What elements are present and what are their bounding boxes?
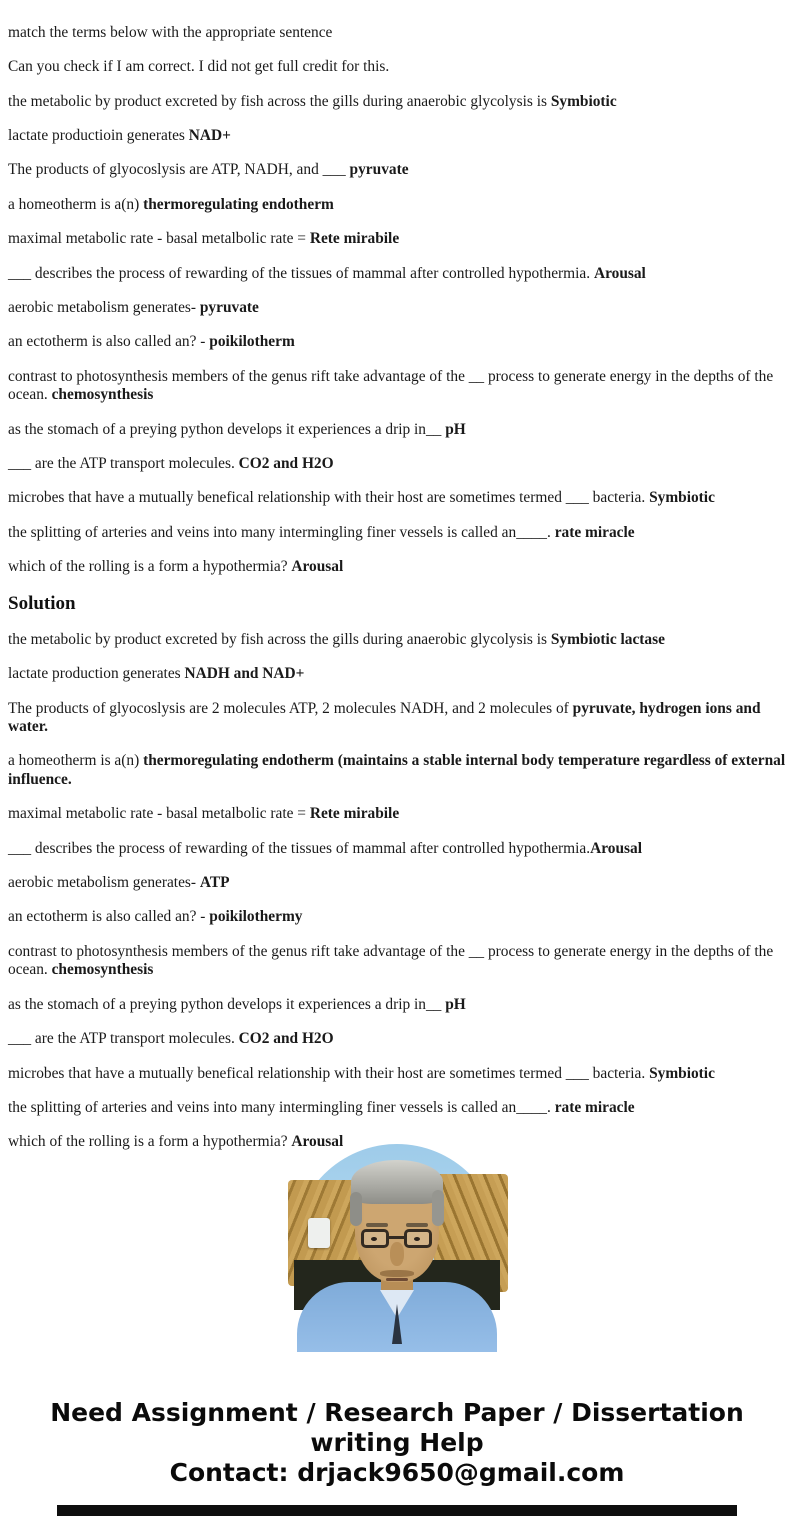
solution-answer: Arousal	[590, 839, 642, 857]
solution-line	[8, 805, 786, 824]
avatar-nose	[390, 1242, 404, 1266]
solution-answer: Arousal	[291, 1133, 344, 1151]
solution-text: an ectotherm is also called an? -	[8, 908, 210, 926]
avatar-eye-left	[371, 1237, 377, 1241]
solution-answer: rate miracle	[554, 1098, 635, 1116]
solution-line	[8, 874, 786, 893]
tutor-avatar	[294, 1144, 500, 1350]
question-line	[8, 299, 786, 318]
question-text: maximal metabolic rate - basal metalbolic rate =	[8, 230, 310, 248]
question-line	[8, 333, 786, 352]
solution-text: lactate production generates	[8, 665, 185, 683]
question-text: ___ describes the process of rewarding of the tissues of mammal after controlled hypothermia.	[8, 264, 594, 282]
solution-answer: pyruvate, hydrogen ions and water.	[8, 699, 761, 736]
avatar-mustache	[380, 1270, 414, 1277]
solution-line	[8, 943, 786, 980]
question-text: Can you check if I am correct. I did not get full credit for this.	[8, 58, 390, 76]
question-answer: chemosynthesis	[51, 386, 154, 404]
solution-text: which of the rolling is a form a hypothermia?	[8, 1133, 292, 1151]
question-text: The products of glyocoslysis are ATP, NADH, and ___	[8, 161, 350, 179]
question-answer: pyruvate	[349, 161, 409, 179]
solution-text: the splitting of arteries and veins into many intermingling finer vessels is called an____.	[8, 1098, 555, 1116]
question-answer: NAD+	[188, 127, 231, 145]
question-line	[8, 58, 786, 77]
avatar-hair	[351, 1160, 443, 1204]
avatar-eyebrow-right	[406, 1223, 428, 1227]
solution-line	[8, 1099, 786, 1118]
solution-text: microbes that have a mutually benefical relationship with their host are sometimes termed ___ bacteria.	[8, 1064, 650, 1082]
solution-text: maximal metabolic rate - basal metalbolic rate =	[8, 805, 310, 823]
question-line	[8, 230, 786, 249]
avatar-eye-right	[414, 1237, 420, 1241]
question-text: as the stomach of a preying python develops it experiences a drip in__	[8, 420, 446, 438]
question-answer: pH	[445, 420, 466, 438]
question-text: match the terms below with the appropriate sentence	[8, 23, 333, 41]
question-answer: Symbiotic	[550, 92, 617, 110]
solution-line	[8, 700, 786, 737]
question-answer: CO2 and H2O	[238, 455, 334, 473]
question-text: ___ are the ATP transport molecules.	[8, 455, 239, 473]
avatar-mouth	[386, 1278, 408, 1281]
solution-answer: Symbiotic lactase	[550, 630, 665, 648]
solution-text: ___ describes the process of rewarding of the tissues of mammal after controlled hypothermia.	[8, 839, 591, 857]
question-line	[8, 455, 786, 474]
avatar-hair-left	[350, 1192, 362, 1226]
question-text: a homeotherm is a(n)	[8, 195, 144, 213]
question-answer: Symbiotic	[649, 489, 715, 507]
solution-answer: ATP	[199, 874, 230, 892]
ad-line-2: writing Help	[310, 1428, 484, 1457]
avatar-background-switchplate	[308, 1218, 330, 1248]
solution-answer: CO2 and H2O	[238, 1030, 334, 1048]
question-text: the metabolic by product excreted by fish across the gills during anaerobic glycolysis is	[8, 92, 551, 110]
avatar-eyebrow-left	[366, 1223, 388, 1227]
question-answer: pyruvate	[199, 299, 259, 317]
question-text: contrast to photosynthesis members of the genus rift take advantage of the __ process to generate energy in the depths of the ocean.	[8, 367, 774, 404]
question-answer: Arousal	[291, 558, 344, 576]
question-line	[8, 265, 786, 284]
solution-text: aerobic metabolism generates-	[8, 874, 200, 892]
solution-answer: Rete mirabile	[309, 805, 400, 823]
solution-text: contrast to photosynthesis members of the genus rift take advantage of the __ process to generate energy in the depths of the ocean.	[8, 942, 774, 979]
video-progress-bar	[57, 1505, 737, 1516]
question-text: aerobic metabolism generates-	[8, 299, 200, 317]
solution-text: a homeotherm is a(n)	[8, 752, 144, 770]
avatar-glasses-bridge	[389, 1236, 404, 1239]
question-line	[8, 127, 786, 146]
solution-line	[8, 996, 786, 1015]
question-text: an ectotherm is also called an? -	[8, 333, 210, 351]
question-line	[8, 558, 786, 577]
avatar-hair-right	[432, 1190, 444, 1226]
solution-line	[8, 1065, 786, 1084]
solution-line	[8, 665, 786, 684]
solution-answer: pH	[445, 995, 466, 1013]
solution-heading: Solution	[8, 592, 76, 614]
question-line	[8, 196, 786, 215]
question-answer: Rete mirabile	[309, 230, 400, 248]
solution-text: The products of glyocoslysis are 2 molecules ATP, 2 molecules NADH, and 2 molecules of	[8, 699, 573, 717]
solution-text: as the stomach of a preying python develops it experiences a drip in__	[8, 995, 446, 1013]
solution-answer: NADH and NAD+	[184, 665, 305, 683]
question-text: the splitting of arteries and veins into many intermingling finer vessels is called an____.	[8, 523, 555, 541]
question-line	[8, 368, 786, 405]
ad-line-1: Need Assignment / Research Paper / Dissertation	[50, 1398, 744, 1427]
solution-list	[8, 631, 786, 1152]
question-text: lactate productioin generates	[8, 127, 189, 145]
question-line	[8, 93, 786, 112]
solution-text: the metabolic by product excreted by fish across the gills during anaerobic glycolysis is	[8, 630, 551, 648]
question-answer: rate miracle	[554, 523, 635, 541]
question-line	[8, 489, 786, 508]
solution-line	[8, 1030, 786, 1049]
question-list	[8, 24, 786, 577]
solution-line	[8, 908, 786, 927]
question-line	[8, 161, 786, 180]
question-line	[8, 421, 786, 440]
question-answer: poikilotherm	[209, 333, 295, 351]
question-text: which of the rolling is a form a hypothermia?	[8, 558, 292, 576]
solution-text: ___ are the ATP transport molecules.	[8, 1030, 239, 1048]
solution-answer: thermoregulating endotherm (maintains a stable internal body temperature regardless of external influence.	[8, 752, 786, 788]
solution-line	[8, 840, 786, 859]
question-answer: Arousal	[593, 264, 646, 282]
solution-line	[8, 631, 786, 650]
question-text: microbes that have a mutually benefical relationship with their host are sometimes termed ___ bacteria.	[8, 489, 650, 507]
ad-contact-email: Contact: drjack9650@gmail.com	[169, 1458, 625, 1487]
question-line	[8, 24, 786, 43]
solution-line	[8, 752, 786, 789]
ad-banner	[0, 1398, 794, 1488]
solution-answer: chemosynthesis	[51, 961, 154, 979]
question-line	[8, 524, 786, 543]
solution-answer: poikilothermy	[209, 908, 303, 926]
solution-answer: Symbiotic	[649, 1064, 715, 1082]
question-answer: thermoregulating endotherm	[143, 195, 334, 213]
